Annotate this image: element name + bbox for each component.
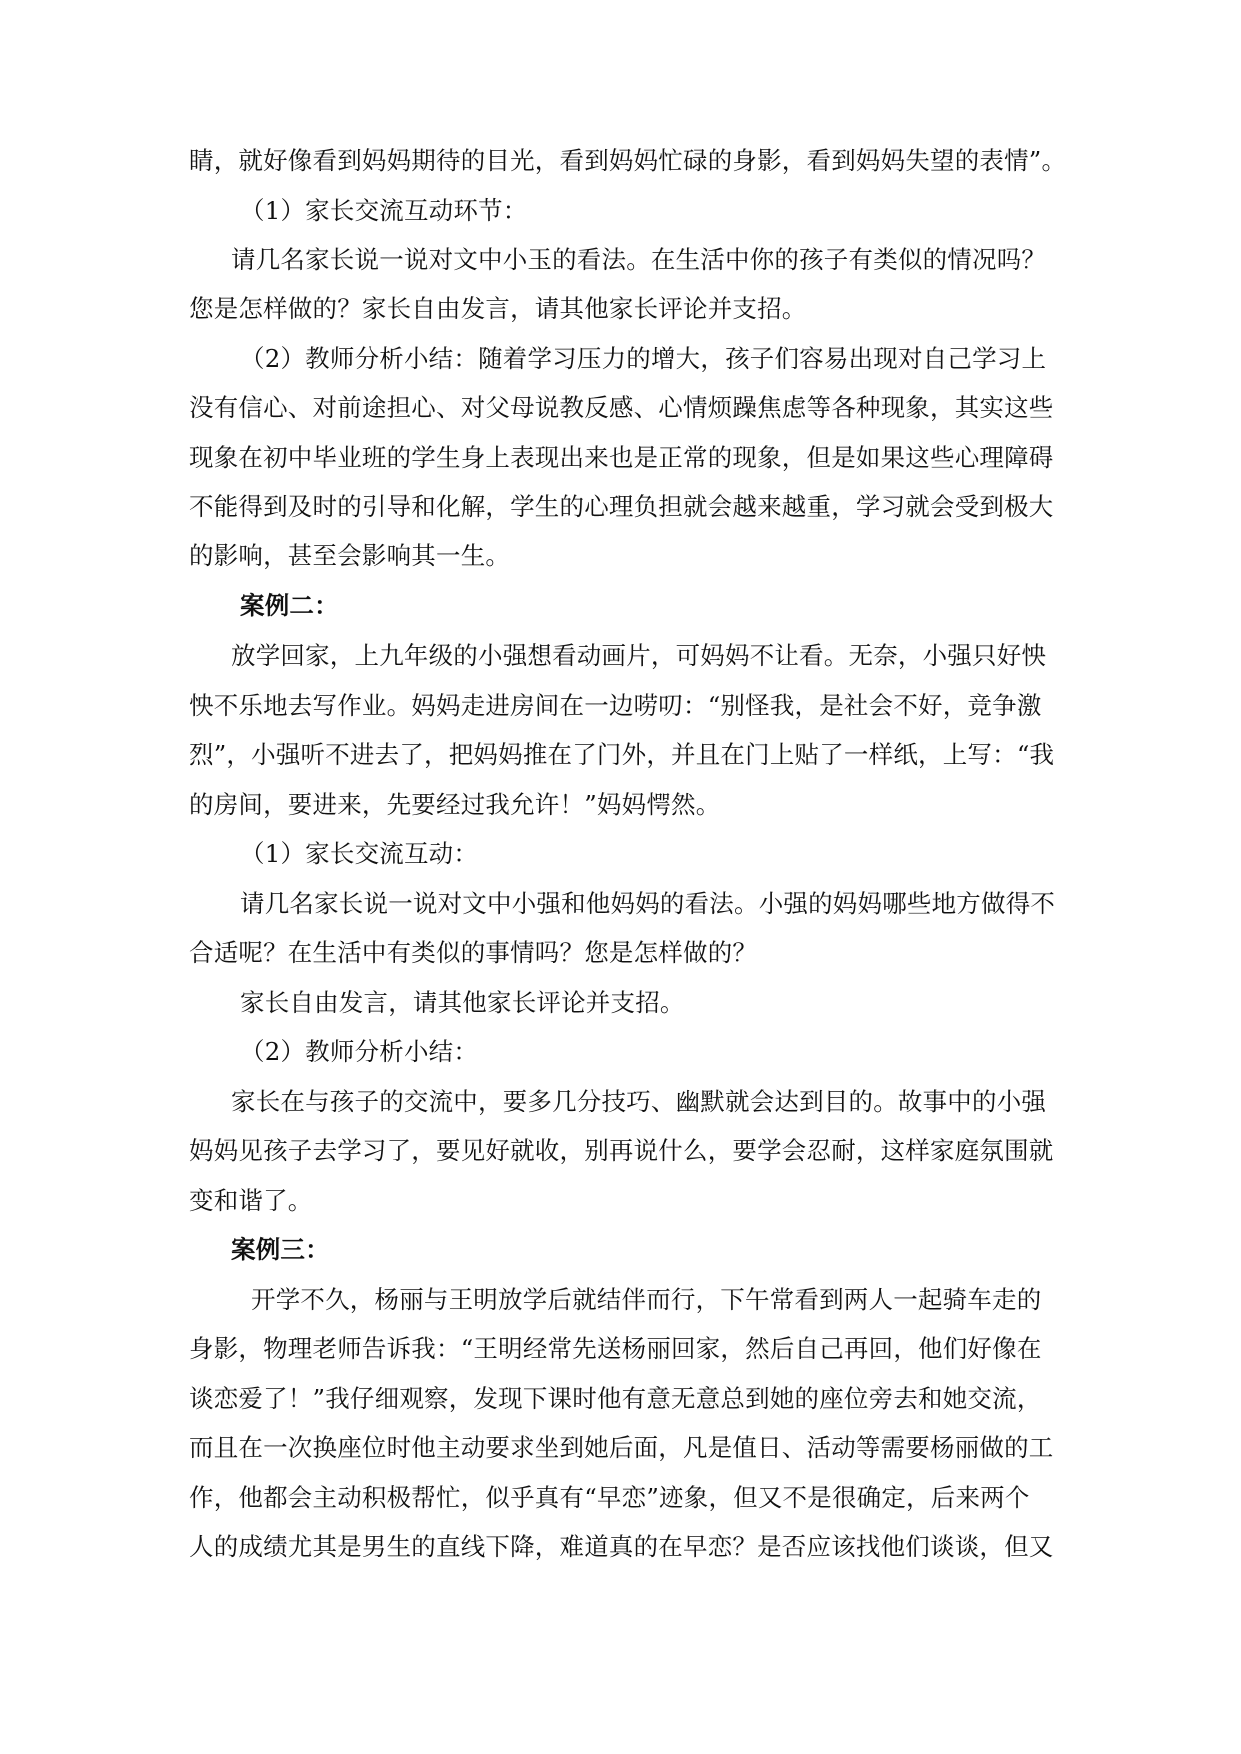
paragraph-line: 不能得到及时的引导和化解，学生的心理负担就会越来越重，学习就会受到极大 xyxy=(189,492,1054,521)
paragraph-line: 身影，物理老师告诉我：“王明经常先送杨丽回家，然后自己再回，他们好像在 xyxy=(189,1334,1042,1363)
case-heading: 案例三： xyxy=(231,1235,330,1264)
case-heading: 案例二： xyxy=(240,591,339,620)
subheading-line: （2）教师分析小结： xyxy=(240,1037,479,1066)
paragraph-line: 没有信心、对前途担心、对父母说教反感、心情烦躁焦虑等各种现象，其实这些 xyxy=(189,393,1054,422)
paragraph-line: 家长自由发言，请其他家长评论并支招。 xyxy=(240,988,685,1017)
paragraph-line: 怏不乐地去写作业。妈妈走进房间在一边唠叨：“别怪我，是社会不好，竞争激 xyxy=(189,691,1042,720)
paragraph-line: 开学不久，杨丽与王明放学后就结伴而行，下午常看到两人一起骑车走的 xyxy=(251,1285,1042,1314)
paragraph-line: 谈恋爱了！”我仔细观察，发现下课时他有意无意总到她的座位旁去和她交流， xyxy=(189,1384,1042,1413)
subheading-line: （1）家长交流互动环节： xyxy=(240,196,528,225)
paragraph-line: 变和谐了。 xyxy=(189,1186,313,1215)
paragraph-line: 家长在与孩子的交流中，要多几分技巧、幽默就会达到目的。故事中的小强 xyxy=(231,1087,1047,1116)
paragraph-line: 烈”，小强听不进去了，把妈妈推在了门外，并且在门上贴了一样纸，上写：“我 xyxy=(189,740,1055,769)
paragraph-line: 合适呢？在生活中有类似的事情吗？您是怎样做的？ xyxy=(189,938,758,967)
paragraph-line: 的房间，要进来，先要经过我允许！”妈妈愕然。 xyxy=(189,790,721,819)
paragraph-line: 人的成绩尤其是男生的直线下降，难道真的在早恋？是否应该找他们谈谈，但又 xyxy=(189,1532,1054,1561)
paragraph-line: 的影响，甚至会影响其一生。 xyxy=(189,541,511,570)
subheading-line: （1）家长交流互动： xyxy=(240,839,479,868)
paragraph-line: 现象在初中毕业班的学生身上表现出来也是正常的现象，但是如果这些心理障碍 xyxy=(189,443,1054,472)
paragraph-line: 妈妈见孩子去学习了，要见好就收，别再说什么，要学会忍耐，这样家庭氛围就 xyxy=(189,1136,1054,1165)
paragraph-line: 请几名家长说一说对文中小玉的看法。在生活中你的孩子有类似的情况吗？ xyxy=(231,245,1047,274)
paragraph-line: （2）教师分析小结：随着学习压力的增大，孩子们容易出现对自己学习上 xyxy=(240,344,1047,373)
paragraph-line: 睛，就好像看到妈妈期待的目光，看到妈妈忙碌的身影，看到妈妈失望的表情”。 xyxy=(189,146,1067,175)
paragraph-line: 作，他都会主动积极帮忙，似乎真有“早恋”迹象，但又不是很确定，后来两个 xyxy=(189,1483,1030,1512)
paragraph-line: 而且在一次换座位时他主动要求坐到她后面，凡是值日、活动等需要杨丽做的工 xyxy=(189,1433,1054,1462)
paragraph-line: 请几名家长说一说对文中小强和他妈妈的看法。小强的妈妈哪些地方做得不 xyxy=(240,889,1056,918)
paragraph-line: 您是怎样做的？家长自由发言，请其他家长评论并支招。 xyxy=(189,294,807,323)
paragraph-line: 放学回家，上九年级的小强想看动画片，可妈妈不让看。无奈，小强只好怏 xyxy=(231,641,1047,670)
